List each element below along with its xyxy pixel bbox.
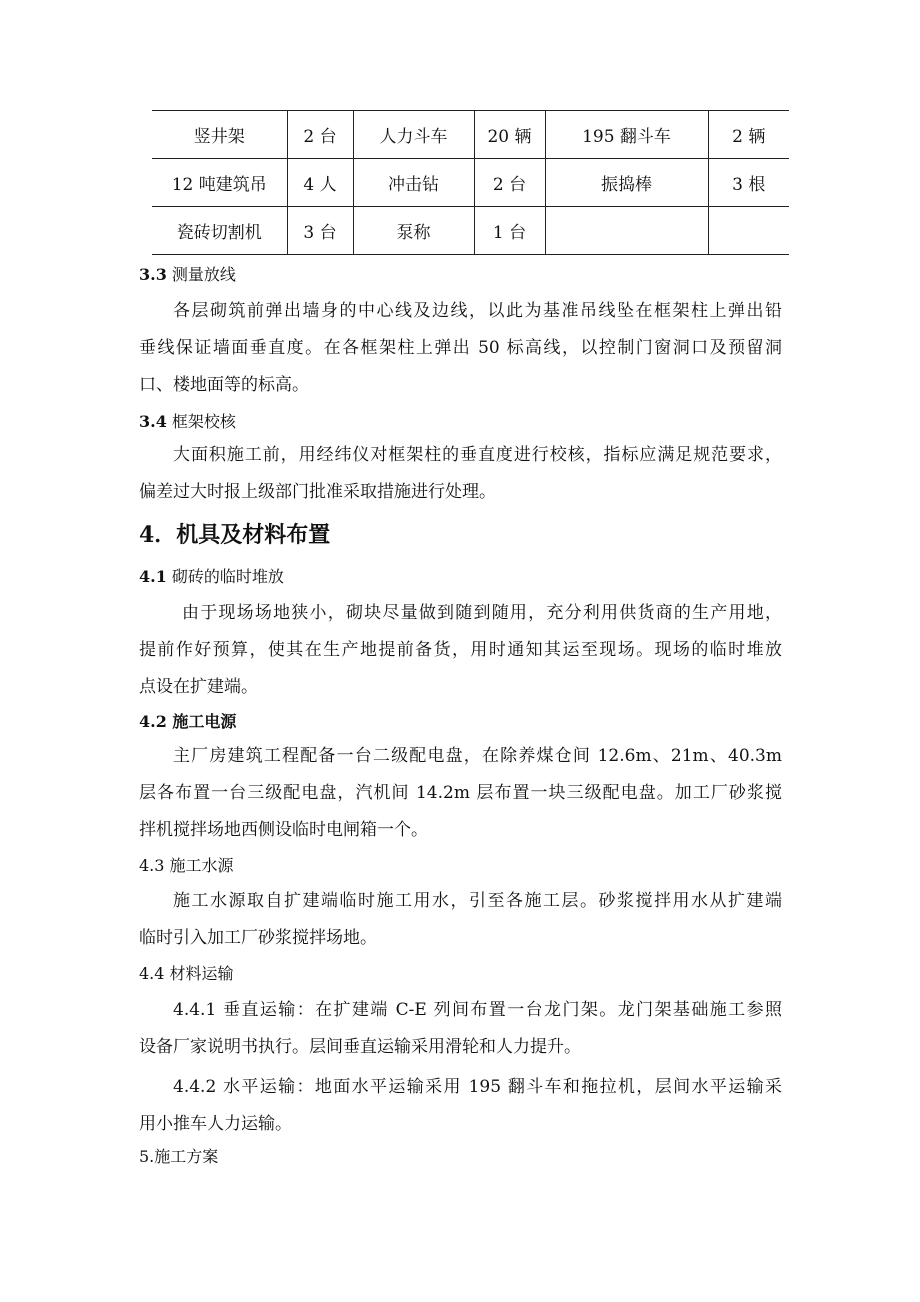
table-row <box>152 207 789 255</box>
table-cell <box>545 207 708 255</box>
table-row <box>152 159 789 207</box>
table-cell: 2 台 <box>474 159 545 207</box>
paragraph-line: 层各布置一台三级配电盘，汽机间 14.2m 层布置一块三级配电盘。加工厂砂浆搅 <box>139 783 782 803</box>
paragraph-3-3 <box>139 293 782 404</box>
paragraph-line: 偏差过大时报上级部门批准采取措施进行处理。 <box>139 482 496 502</box>
paragraph-line: 设备厂家说明书执行。层间垂直运输采用滑轮和人力提升。 <box>139 1037 581 1057</box>
table-cell: 3 根 <box>708 159 789 207</box>
paragraph-line: 各层砌筑前弹出墙身的中心线及边线，以此为基准吊线坠在框架柱上弹出铅 <box>173 301 782 321</box>
table-cell: 2 辆 <box>708 111 789 159</box>
table-cell: 瓷砖切割机 <box>152 207 287 255</box>
paragraph-4-1 <box>139 595 782 706</box>
section-heading-4-3: 4.3 施工水源 <box>139 856 234 875</box>
paragraph-4-4-1 <box>139 992 782 1066</box>
table-cell: 人力斗车 <box>353 111 474 159</box>
paragraph-line: 大面积施工前，用经纬仪对框架柱的垂直度进行校核，指标应满足规范要求， <box>173 445 782 465</box>
paragraph-line: 主厂房建筑工程配备一台二级配电盘，在除养煤仓间 12.6m、21m、40.3m <box>173 746 782 766</box>
section-title: 测量放线 <box>166 265 236 284</box>
table-cell: 竖井架 <box>152 111 287 159</box>
table-cell: 4 人 <box>287 159 353 207</box>
section-heading-4-2: 4.2 施工电源 <box>139 712 237 731</box>
table-cell: 3 台 <box>287 207 353 255</box>
table-cell: 泵称 <box>353 207 474 255</box>
paragraph-line: 由于现场场地狭小，砌块尽量做到随到随用，充分利用供货商的生产用地， <box>182 603 782 623</box>
section-number: 3.4 <box>139 412 167 431</box>
paragraph-line: 用小推车人力运输。 <box>139 1114 292 1134</box>
section-number: 3.3 <box>139 265 167 284</box>
table-cell: 1 台 <box>474 207 545 255</box>
paragraph-line: 拌机搅拌场地西侧设临时电闸箱一个。 <box>139 820 428 840</box>
paragraph-line: 提前作好预算，使其在生产地提前备货，用时通知其运至现场。现场的临时堆放 <box>139 640 782 660</box>
chapter-heading-4: 4．机具及材料布置 <box>139 522 331 548</box>
paragraph-line: 口、楼地面等的标高。 <box>139 375 309 395</box>
section-number: 4.1 <box>139 567 167 586</box>
section-title: 砌砖的临时堆放 <box>166 567 284 586</box>
paragraph-line: 临时引入加工厂砂浆搅拌场地。 <box>139 928 377 948</box>
paragraph-line: 4.4.2 水平运输：地面水平运输采用 195 翻斗车和拖拉机，层间水平运输采 <box>173 1077 782 1097</box>
paragraph-4-2 <box>139 738 782 849</box>
section-heading-4-4: 4.4 材料运输 <box>139 964 234 983</box>
section-heading-3-4 <box>139 412 236 432</box>
table-cell: 振捣棒 <box>545 159 708 207</box>
paragraph-4-4-2 <box>139 1069 782 1143</box>
section-title: 框架校核 <box>166 412 236 431</box>
paragraph-line: 点设在扩建端。 <box>139 677 258 697</box>
table-cell: 12 吨建筑吊 <box>152 159 287 207</box>
table-cell: 195 翻斗车 <box>545 111 708 159</box>
paragraph-line: 垂线保证墙面垂直度。在各框架柱上弹出 50 标高线，以控制门窗洞口及预留洞 <box>139 338 782 358</box>
paragraph-4-3 <box>139 883 782 957</box>
section-heading-5: 5.施工方案 <box>139 1147 219 1166</box>
table-cell: 2 台 <box>287 111 353 159</box>
equipment-table <box>152 110 789 255</box>
table-cell: 冲击钻 <box>353 159 474 207</box>
table-cell <box>708 207 789 255</box>
paragraph-line: 4.4.1 垂直运输：在扩建端 C-E 列间布置一台龙门架。龙门架基础施工参照 <box>173 1000 782 1020</box>
section-heading-4-1 <box>139 567 284 587</box>
paragraph-3-4 <box>139 437 782 511</box>
paragraph-line: 施工水源取自扩建端临时施工用水，引至各施工层。砂浆搅拌用水从扩建端 <box>173 891 782 911</box>
table-row <box>152 111 789 159</box>
section-heading-3-3 <box>139 265 236 285</box>
table-cell: 20 辆 <box>474 111 545 159</box>
